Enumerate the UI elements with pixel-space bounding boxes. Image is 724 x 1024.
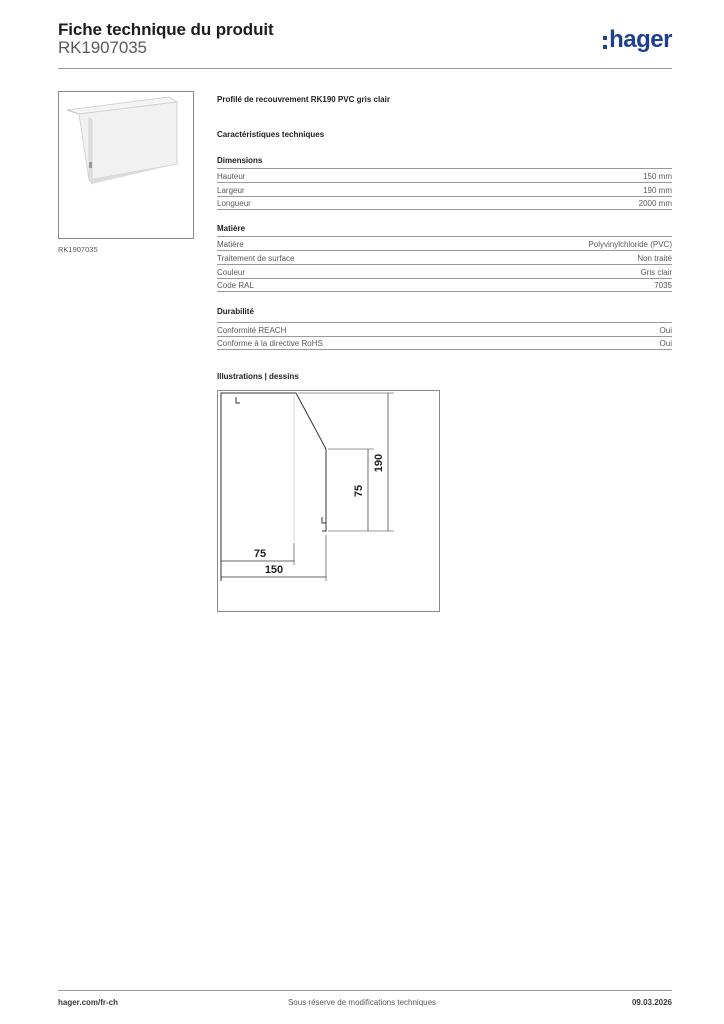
profile-outline <box>221 393 326 531</box>
spec-value: Non traité <box>637 253 672 263</box>
spec-row <box>217 336 672 350</box>
header-divider <box>58 68 672 69</box>
logo-text: hager <box>609 26 672 53</box>
product-reference: RK1907035 <box>58 38 147 57</box>
footer-divider <box>58 990 672 991</box>
product-profile-image <box>59 92 193 238</box>
spec-row <box>217 168 672 182</box>
spec-value: 150 mm <box>643 171 672 181</box>
spec-label: Longueur <box>217 199 251 208</box>
spec-label: Couleur <box>217 267 246 277</box>
spec-label: Conforme à la directive RoHS <box>217 339 323 348</box>
dimension-height-label: 190 <box>373 453 385 473</box>
photo-caption: RK1907035 <box>58 245 98 254</box>
product-photo <box>58 91 194 239</box>
footer-date: 09.03.2026 <box>631 998 672 1007</box>
spec-value: 190 mm <box>643 185 672 195</box>
document-title: Fiche technique du produit <box>58 20 274 39</box>
profile-cross-section-drawing <box>218 391 439 611</box>
hager-logo <box>603 26 672 54</box>
spec-row <box>217 236 672 250</box>
footer-website-link[interactable]: hager.com/fr-ch <box>58 998 119 1007</box>
dimension-width-label: 150 <box>264 564 284 576</box>
spec-label: Hauteur <box>217 171 246 181</box>
spec-label: Code RAL <box>217 281 254 290</box>
spec-row <box>217 196 672 210</box>
spec-row <box>217 250 672 264</box>
dimension-inner-height-label: 75 <box>353 484 365 498</box>
spec-row <box>217 278 672 292</box>
spec-value: Gris clair <box>640 267 672 277</box>
spec-label: Matière <box>217 239 244 249</box>
spec-label: Largeur <box>217 185 245 195</box>
spec-row <box>217 322 672 336</box>
durability-title: Durabilité <box>217 307 254 316</box>
spec-label: Traitement de surface <box>217 253 295 263</box>
spec-value: 7035 <box>654 281 672 290</box>
material-title: Matière <box>217 224 246 233</box>
dimensions-title: Dimensions <box>217 156 263 165</box>
technical-drawing <box>217 390 440 612</box>
footer-notice: Sous réserve de modifications techniques <box>287 998 437 1007</box>
spec-value: Oui <box>659 325 672 335</box>
spec-value: 2000 mm <box>638 199 672 208</box>
spec-row <box>217 264 672 278</box>
spec-label: Conformité REACH <box>217 325 287 335</box>
logo-colon-mark <box>603 36 607 49</box>
spec-row <box>217 182 672 196</box>
dimension-inner-width-label: 75 <box>253 548 267 560</box>
technical-characteristics-heading: Caractéristiques techniques <box>217 130 325 139</box>
spec-value: Oui <box>659 339 672 348</box>
spec-value: Polyvinylchloride (PVC) <box>588 239 672 249</box>
product-name: Profilé de recouvrement RK190 PVC gris clair <box>217 95 390 104</box>
illustrations-title: Illustrations | dessins <box>217 372 299 381</box>
